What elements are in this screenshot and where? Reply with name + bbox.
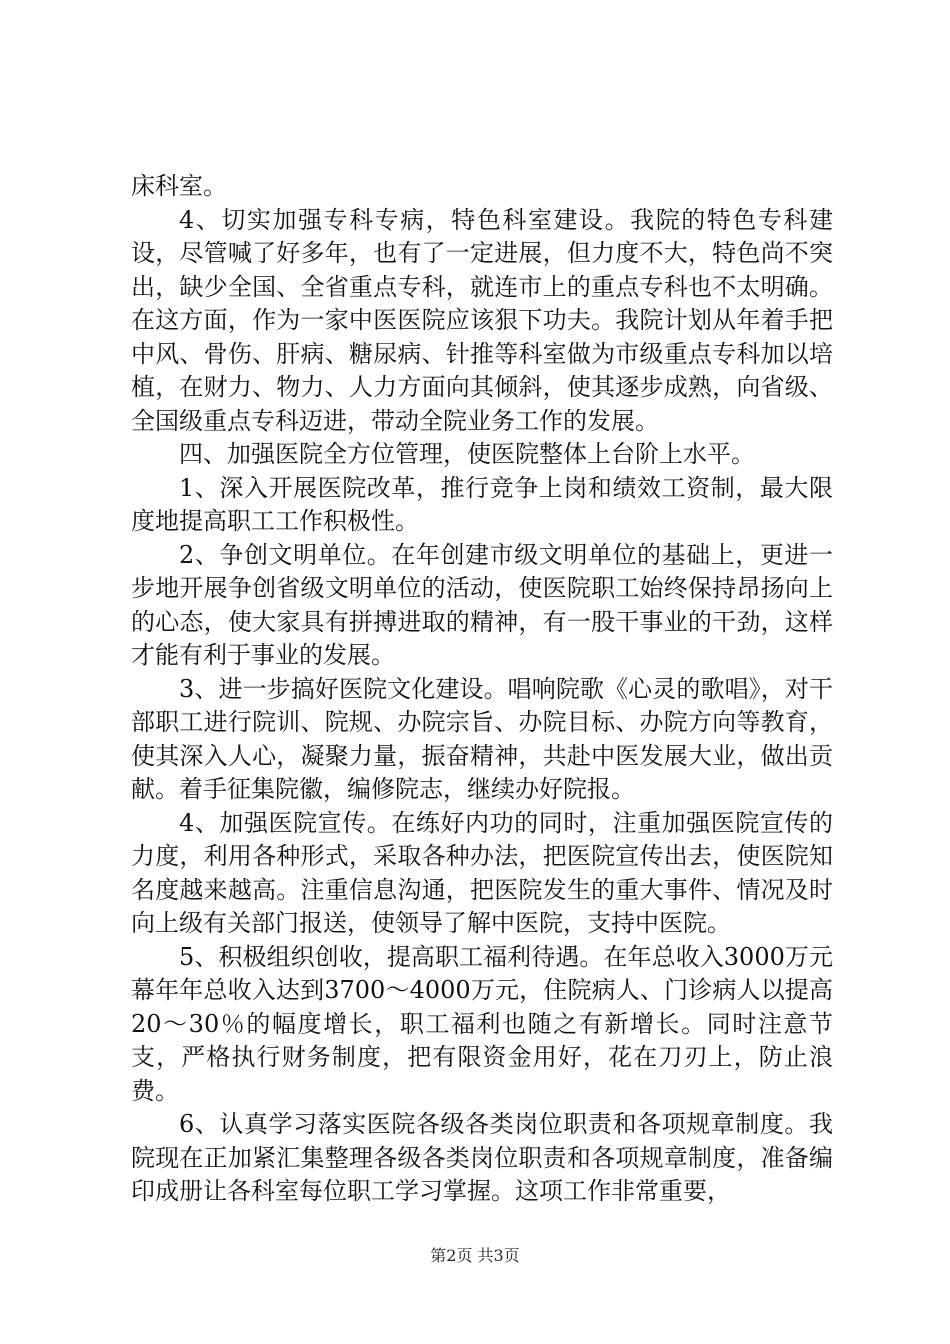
- paragraph: 2、争创文明单位。在年创建市级文明单位的基础上，更进一步地开展争创省级文明单位的活动，使医院职工始终保持昂扬向上的心态，使大家具有拼搏进取的精神，有一股干事业的干劲，这样才能有利于事业的发展。: [131, 540, 833, 669]
- paragraph: 4、切实加强专科专病，特色科室建设。我院的特色专科建设，尽管喊了好多年，也有了一定进展，但力度不大，特色尚不突出，缺少全国、全省重点专科，就连市上的重点专科也不太明确。在这方面，作为一家中医医院应该狠下功夫。我院计划从年着手把中风、骨伤、肝病、糖尿病、针推等科室做为市级重点专科加以培植，在财力、物力、人力方面向其倾斜，使其逐步成熟，向省级、全国级重点专科迈进，带动全院业务工作的发展。: [131, 205, 833, 435]
- paragraph: 4、加强医院宣传。在练好内功的同时，注重加强医院宣传的力度，利用各种形式，采取各种办法，把医院宣传出去，使医院知名度越来越高。注重信息沟通，把医院发生的重大事件、情况及时向上级有关部门报送，使领导了解中医院，支持中医院。: [131, 808, 833, 937]
- paragraph: 6、认真学习落实医院各级各类岗位职责和各项规章制度。我院现在正加紧汇集整理各级各类岗位职责和各项规章制度，准备编印成册让各科室每位职工学习掌握。这项工作非常重要，: [131, 1110, 833, 1205]
- paragraph: 床科室。: [131, 172, 227, 200]
- paragraph: 3、进一步搞好医院文化建设。唱响院歌《心灵的歌唱》，对干部职工进行院训、院规、办院宗旨、办院目标、办院方向等教育，使其深入人心，凝聚力量，振奋精神，共赴中医发展大业，做出贡献。着手征集院徽，编修院志，继续办好院报。: [131, 674, 833, 803]
- page-number-footer: 第2页 共3页: [430, 1246, 520, 1265]
- document-body: [131, 170, 833, 1209]
- paragraph: 5、积极组织创收，提高职工福利待遇。在年总收入3000万元幕年年总收入达到3700～4000万元，住院病人、门诊病人以提高20～30％的幅度增长，职工福利也随之有新增长。同时注意节支，严格执行财务制度，把有限资金用好，花在刀刃上，防止浪费。: [131, 942, 833, 1105]
- section-heading: 四、加强医院全方位管理，使医院整体上台阶上水平。: [179, 440, 755, 468]
- paragraph: 1、深入开展医院改革，推行竞争上岗和绩效工资制，最大限度地提高职工工作积极性。: [131, 473, 833, 535]
